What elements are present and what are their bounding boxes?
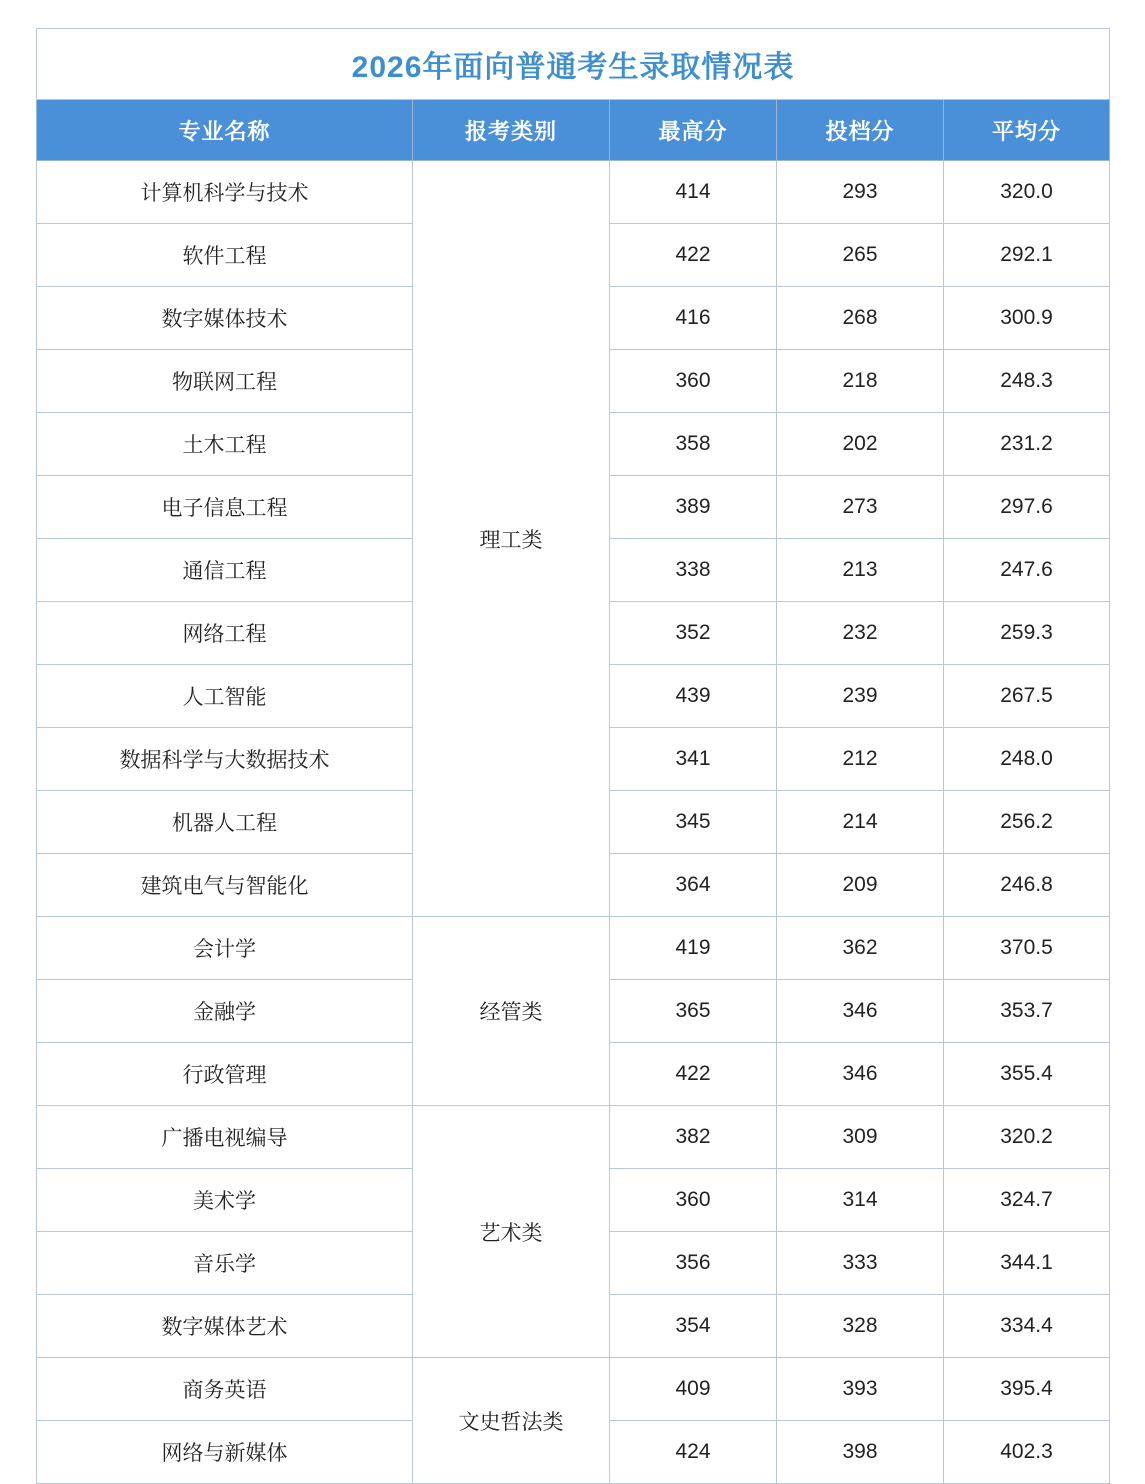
cell-major: 通信工程 — [37, 539, 413, 602]
cell-max-score: 424 — [610, 1421, 777, 1484]
cell-cutoff-score: 273 — [777, 476, 944, 539]
cell-average-score: 246.8 — [944, 854, 1110, 917]
cell-max-score: 416 — [610, 287, 777, 350]
cell-cutoff-score: 393 — [777, 1358, 944, 1421]
cell-major: 美术学 — [37, 1169, 413, 1232]
cell-average-score: 370.5 — [944, 917, 1110, 980]
table-title-row — [37, 29, 1110, 100]
cell-major: 行政管理 — [37, 1043, 413, 1106]
cell-max-score: 389 — [610, 476, 777, 539]
cell-cutoff-score: 212 — [777, 728, 944, 791]
cell-average-score: 256.2 — [944, 791, 1110, 854]
cell-max-score: 414 — [610, 161, 777, 224]
cell-cutoff-score: 362 — [777, 917, 944, 980]
cell-max-score: 439 — [610, 665, 777, 728]
cell-major: 音乐学 — [37, 1232, 413, 1295]
cell-average-score: 355.4 — [944, 1043, 1110, 1106]
cell-average-score: 320.0 — [944, 161, 1110, 224]
table-row — [37, 1358, 1110, 1421]
cell-max-score: 352 — [610, 602, 777, 665]
cell-major: 建筑电气与智能化 — [37, 854, 413, 917]
cell-average-score: 395.4 — [944, 1358, 1110, 1421]
column-header-max-score: 最高分 — [610, 100, 777, 161]
cell-cutoff-score: 218 — [777, 350, 944, 413]
cell-major: 计算机科学与技术 — [37, 161, 413, 224]
cell-category: 艺术类 — [413, 1106, 610, 1358]
cell-max-score: 409 — [610, 1358, 777, 1421]
cell-max-score: 422 — [610, 224, 777, 287]
cell-major: 金融学 — [37, 980, 413, 1043]
column-header-average-score: 平均分 — [944, 100, 1110, 161]
cell-cutoff-score: 268 — [777, 287, 944, 350]
table-row — [37, 161, 1110, 224]
cell-cutoff-score: 328 — [777, 1295, 944, 1358]
cell-max-score: 365 — [610, 980, 777, 1043]
table-row — [37, 1106, 1110, 1169]
cell-major: 数字媒体技术 — [37, 287, 413, 350]
cell-cutoff-score: 213 — [777, 539, 944, 602]
cell-average-score: 248.0 — [944, 728, 1110, 791]
cell-category: 理工类 — [413, 161, 610, 917]
cell-average-score: 247.6 — [944, 539, 1110, 602]
cell-cutoff-score: 265 — [777, 224, 944, 287]
table-row — [37, 917, 1110, 980]
cell-max-score: 356 — [610, 1232, 777, 1295]
cell-max-score: 419 — [610, 917, 777, 980]
cell-cutoff-score: 202 — [777, 413, 944, 476]
cell-cutoff-score: 309 — [777, 1106, 944, 1169]
cell-cutoff-score: 346 — [777, 1043, 944, 1106]
cell-category: 经管类 — [413, 917, 610, 1106]
cell-max-score: 382 — [610, 1106, 777, 1169]
column-header-cutoff-score: 投档分 — [777, 100, 944, 161]
cell-major: 电子信息工程 — [37, 476, 413, 539]
cell-cutoff-score: 314 — [777, 1169, 944, 1232]
cell-category: 文史哲法类 — [413, 1358, 610, 1484]
cell-average-score: 231.2 — [944, 413, 1110, 476]
cell-max-score: 338 — [610, 539, 777, 602]
cell-max-score: 358 — [610, 413, 777, 476]
cell-cutoff-score: 209 — [777, 854, 944, 917]
cell-max-score: 360 — [610, 1169, 777, 1232]
cell-max-score: 341 — [610, 728, 777, 791]
cell-average-score: 300.9 — [944, 287, 1110, 350]
cell-major: 土木工程 — [37, 413, 413, 476]
cell-average-score: 297.6 — [944, 476, 1110, 539]
cell-cutoff-score: 346 — [777, 980, 944, 1043]
cell-major: 商务英语 — [37, 1358, 413, 1421]
cell-cutoff-score: 333 — [777, 1232, 944, 1295]
cell-cutoff-score: 293 — [777, 161, 944, 224]
table-header-row — [37, 100, 1110, 161]
cell-major: 物联网工程 — [37, 350, 413, 413]
cell-major: 网络与新媒体 — [37, 1421, 413, 1484]
cell-average-score: 267.5 — [944, 665, 1110, 728]
cell-cutoff-score: 239 — [777, 665, 944, 728]
column-header-major: 专业名称 — [37, 100, 413, 161]
cell-cutoff-score: 214 — [777, 791, 944, 854]
cell-max-score: 422 — [610, 1043, 777, 1106]
cell-average-score: 353.7 — [944, 980, 1110, 1043]
cell-average-score: 324.7 — [944, 1169, 1110, 1232]
cell-major: 会计学 — [37, 917, 413, 980]
cell-major: 人工智能 — [37, 665, 413, 728]
table-body — [37, 161, 1110, 1484]
cell-average-score: 320.2 — [944, 1106, 1110, 1169]
cell-major: 数据科学与大数据技术 — [37, 728, 413, 791]
cell-cutoff-score: 398 — [777, 1421, 944, 1484]
cell-average-score: 292.1 — [944, 224, 1110, 287]
cell-average-score: 402.3 — [944, 1421, 1110, 1484]
cell-average-score: 259.3 — [944, 602, 1110, 665]
cell-major: 软件工程 — [37, 224, 413, 287]
cell-cutoff-score: 232 — [777, 602, 944, 665]
cell-average-score: 334.4 — [944, 1295, 1110, 1358]
cell-major: 广播电视编导 — [37, 1106, 413, 1169]
cell-max-score: 354 — [610, 1295, 777, 1358]
cell-average-score: 248.3 — [944, 350, 1110, 413]
cell-max-score: 345 — [610, 791, 777, 854]
cell-average-score: 344.1 — [944, 1232, 1110, 1295]
column-header-category: 报考类别 — [413, 100, 610, 161]
page-title: 2026年面向普通考生录取情况表 — [37, 29, 1110, 100]
cell-major: 数字媒体艺术 — [37, 1295, 413, 1358]
cell-max-score: 360 — [610, 350, 777, 413]
cell-max-score: 364 — [610, 854, 777, 917]
cell-major: 机器人工程 — [37, 791, 413, 854]
cell-major: 网络工程 — [37, 602, 413, 665]
admission-score-table — [36, 28, 1110, 1484]
